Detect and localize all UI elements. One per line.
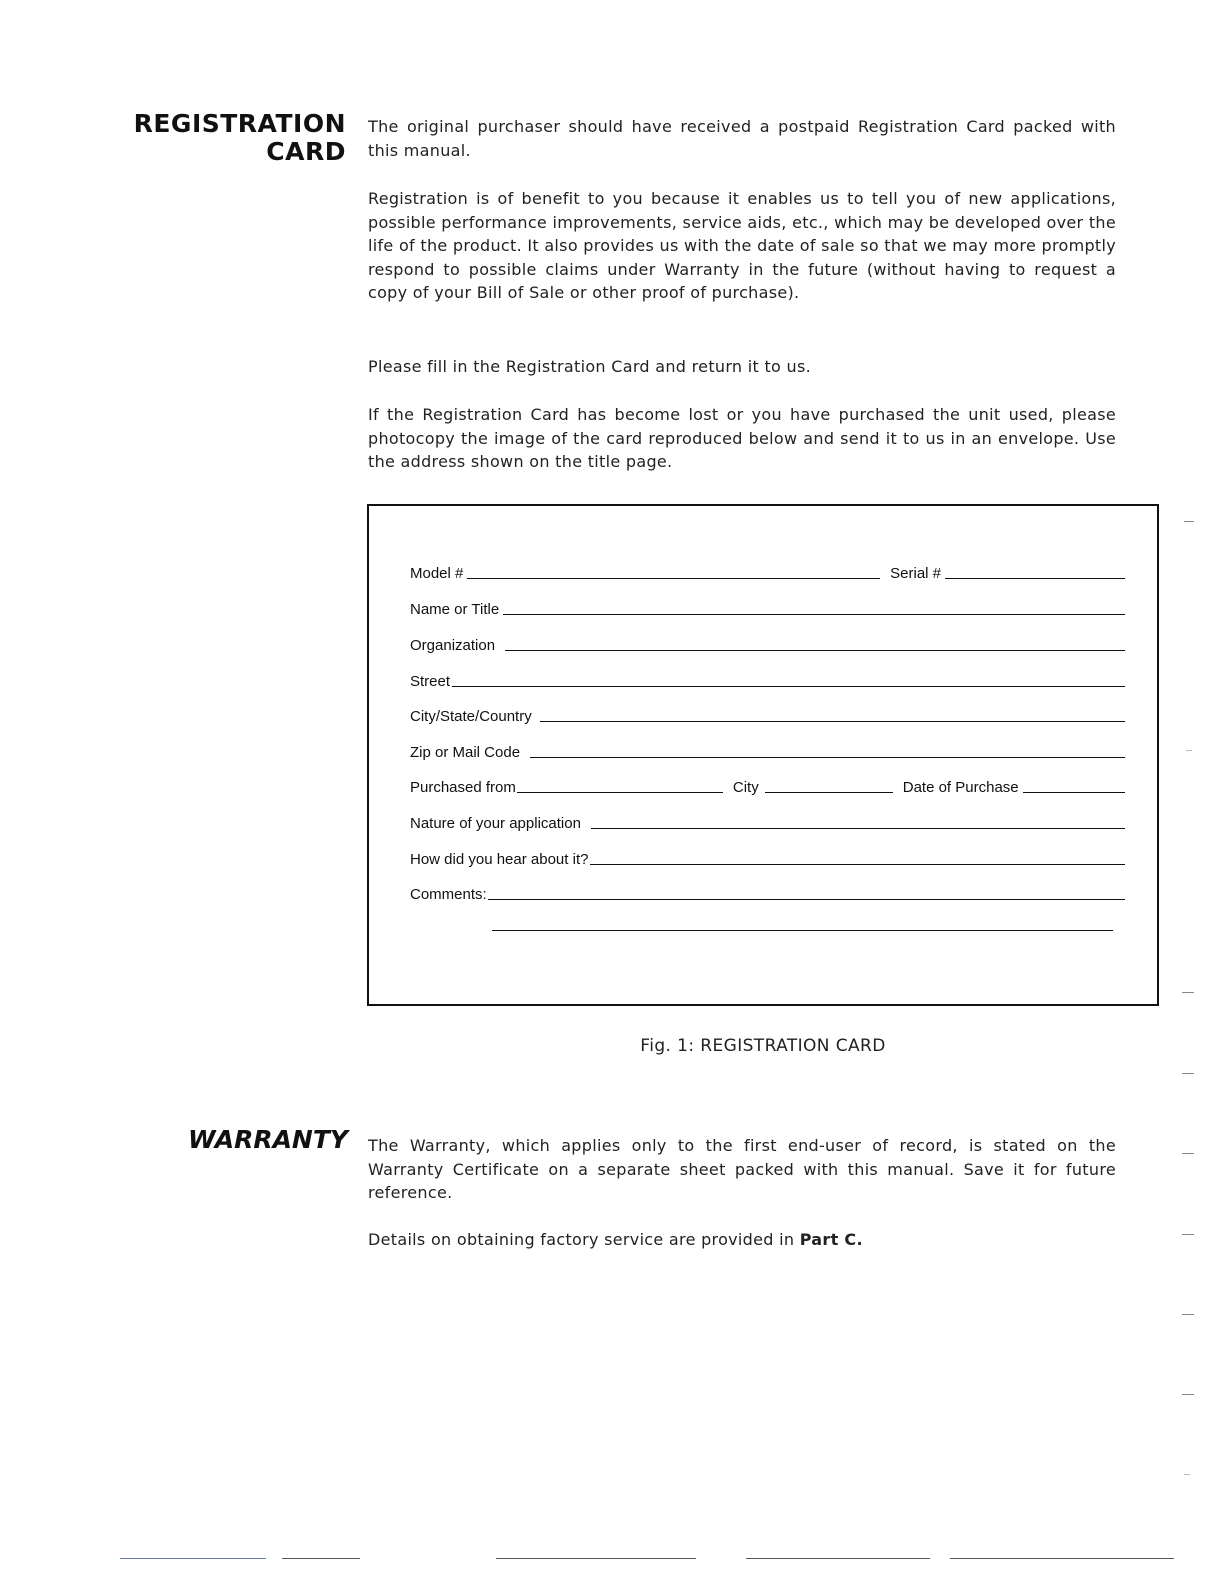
hear-about-row <box>410 848 1125 870</box>
bottom-edge-rule <box>120 1558 266 1559</box>
model-serial-row <box>410 562 1125 584</box>
comments-field[interactable] <box>488 899 1125 900</box>
registration-card-form <box>367 504 1159 1006</box>
margin-mark <box>1182 1153 1194 1154</box>
bottom-edge-rule <box>950 1558 1174 1559</box>
registration-heading-line1: REGISTRATION <box>133 109 346 138</box>
comments-extra-line[interactable] <box>492 930 1113 931</box>
city-state-row <box>410 705 1125 727</box>
margin-mark <box>1182 1234 1194 1235</box>
purchased-from-label: Purchased from <box>410 779 516 796</box>
margin-mark <box>1182 1314 1194 1315</box>
warranty-heading: WARRANTY <box>188 1125 348 1154</box>
margin-mark <box>1182 1394 1194 1395</box>
city-state-field[interactable] <box>540 721 1125 722</box>
date-of-purchase-label: Date of Purchase <box>902 779 1019 796</box>
factory-service-prefix: Details on obtaining factory service are provided in <box>368 1230 800 1249</box>
bottom-edge-rule <box>746 1558 930 1559</box>
registration-lost <box>368 403 1116 474</box>
warranty-text <box>368 1134 1116 1205</box>
zip-label: Zip or Mail Code <box>410 744 521 761</box>
part-c-reference: Part C. <box>799 1230 863 1249</box>
lost-card-paragraph: If the Registration Card has become lost or you have purchased the unit used, please photocopy the image of the card reproduced below and send it to us in an envelope. Use the address shown on the title page. <box>368 405 1116 471</box>
fill-in-paragraph: Please fill in the Registration Card and return it to us. <box>368 357 811 376</box>
registration-heading <box>134 110 346 166</box>
margin-mark <box>1182 992 1194 993</box>
margin-mark <box>1186 750 1192 751</box>
factory-service-paragraph <box>368 1228 1116 1252</box>
margin-mark <box>1184 1474 1190 1475</box>
zip-field[interactable] <box>530 757 1125 758</box>
application-label: Nature of your application <box>410 815 581 832</box>
intro-paragraph: The original purchaser should have received a postpaid Registration Card packed with this manual. <box>368 117 1116 160</box>
bottom-edge-rule <box>496 1558 696 1559</box>
purchased-from-field[interactable] <box>517 792 723 793</box>
hear-about-label: How did you hear about it? <box>410 851 589 868</box>
comments-label: Comments: <box>410 886 487 903</box>
serial-field[interactable] <box>945 578 1125 579</box>
registration-fill-in <box>368 355 1116 379</box>
zip-row <box>410 741 1125 763</box>
bottom-edge-rule <box>282 1558 360 1559</box>
registration-benefits <box>368 187 1116 305</box>
comments-row <box>410 883 1125 905</box>
name-row <box>410 598 1125 620</box>
warranty-paragraph: The Warranty, which applies only to the first end-user of record, is stated on the Warranty Certificate on a separate sheet packed with this manual. Save it for future reference. <box>368 1136 1116 1202</box>
margin-mark <box>1182 1073 1194 1074</box>
registration-intro <box>368 115 1116 162</box>
benefit-paragraph: Registration is of benefit to you because it enables us to tell you of new applications, possible performance improvements, service aids, etc., which may be developed over the life of the product. It also provides us with the date of sale so that we may more promptly respond to possible claims under Warranty in the future (without having to request a copy of your Bill of Sale or other proof of purchase). <box>368 189 1116 302</box>
date-of-purchase-field[interactable] <box>1023 792 1125 793</box>
organization-field[interactable] <box>505 650 1125 651</box>
registration-heading-line2: CARD <box>266 137 346 166</box>
model-label: Model # <box>410 565 464 582</box>
street-row <box>410 670 1125 692</box>
figure-caption: Fig. 1: REGISTRATION CARD <box>640 1036 886 1056</box>
name-label: Name or Title <box>410 601 500 618</box>
city-state-label: City/State/Country <box>410 708 532 725</box>
factory-service-text <box>368 1228 1116 1252</box>
name-field[interactable] <box>503 614 1125 615</box>
purchase-row <box>410 776 1125 798</box>
hear-about-field[interactable] <box>590 864 1125 865</box>
organization-label: Organization <box>410 637 496 654</box>
margin-mark <box>1184 521 1194 522</box>
street-label: Street <box>410 673 451 690</box>
application-row <box>410 812 1125 834</box>
city-label: City <box>732 779 759 796</box>
organization-row <box>410 634 1125 656</box>
application-field[interactable] <box>591 828 1125 829</box>
city-field[interactable] <box>765 792 893 793</box>
serial-label: Serial # <box>890 565 941 582</box>
street-field[interactable] <box>452 686 1125 687</box>
model-field[interactable] <box>467 578 880 579</box>
